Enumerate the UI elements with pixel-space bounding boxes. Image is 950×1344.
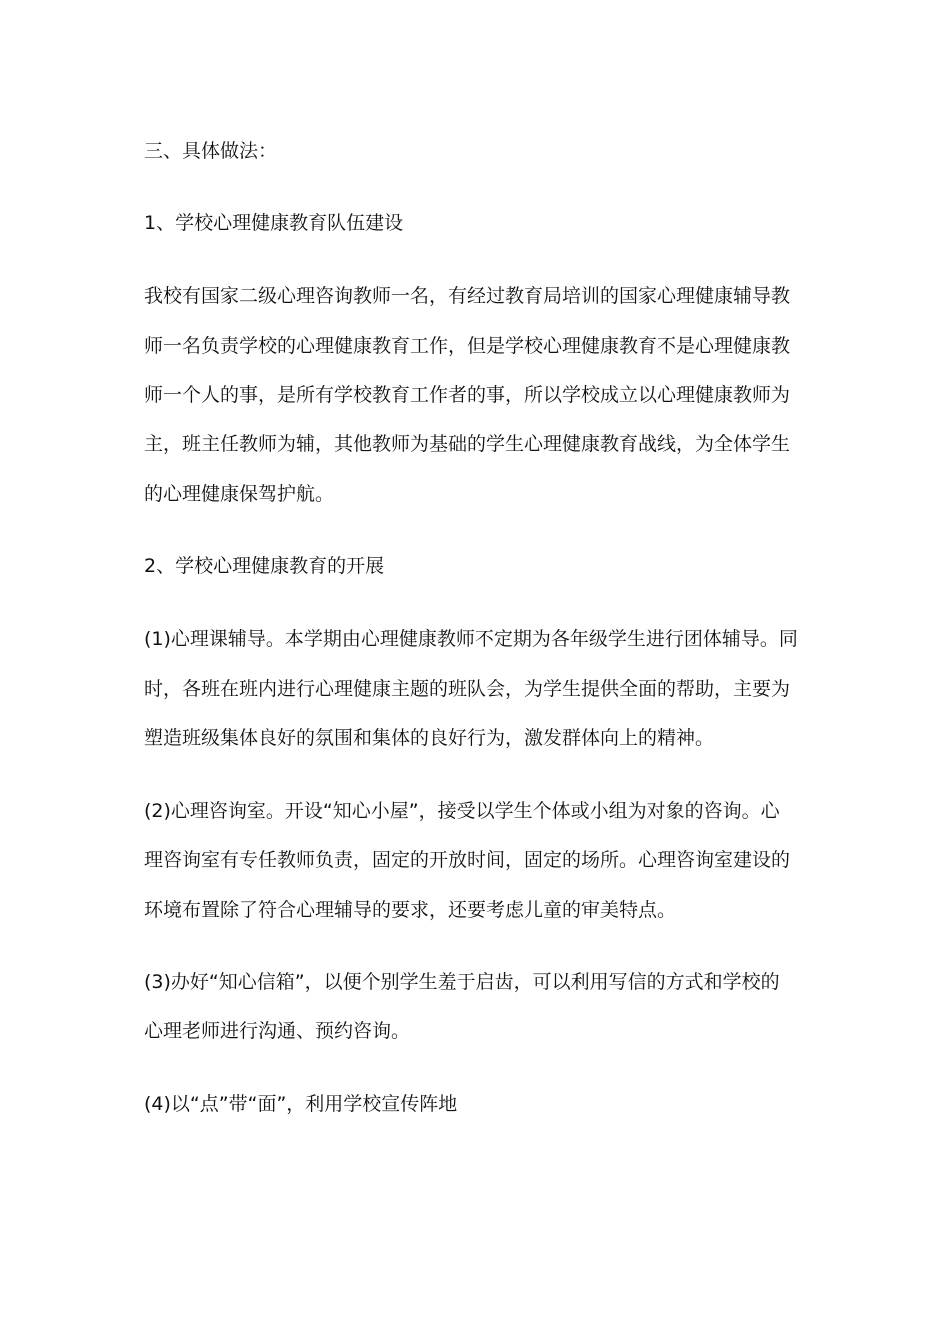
item2-line: 环境布置除了符合心理辅导的要求，还要考虑儿童的审美特点。 — [144, 899, 677, 921]
item2-line: 理咨询室有专任教师负责，固定的开放时间，固定的场所。心理咨询室建设的 — [144, 849, 791, 871]
paragraph-line: 主，班主任教师为辅，其他教师为基础的学生心理健康教育战线，为全体学生 — [144, 433, 791, 455]
item1-line: (1)心理课辅导。本学期由心理健康教师不定期为各年级学生进行团体辅导。同 — [144, 628, 798, 650]
item2-line: (2)心理咨询室。开设“知心小屋”，接受以学生个体或小组为对象的咨询。心 — [144, 800, 780, 822]
item3-line: (3)办好“知心信箱”，以便个别学生羞于启齿，可以利用写信的方式和学校的 — [144, 971, 780, 993]
item1-line: 塑造班级集体良好的氛围和集体的良好行为，激发群体向上的精神。 — [144, 727, 715, 749]
paragraph-line: 我校有国家二级心理咨询教师一名，有经过教育局培训的国家心理健康辅导教 — [144, 285, 791, 307]
section2-title: 2、学校心理健康教育的开展 — [144, 555, 385, 577]
paragraph-line: 的心理健康保驾护航。 — [144, 483, 335, 505]
item1-line: 时，各班在班内进行心理健康主题的班队会，为学生提供全面的帮助，主要为 — [144, 678, 791, 700]
paragraph-line: 师一个人的事，是所有学校教育工作者的事，所以学校成立以心理健康教师为 — [144, 384, 791, 406]
paragraph-line: 师一名负责学校的心理健康教育工作，但是学校心理健康教育不是心理健康教 — [144, 335, 791, 357]
item4-line: (4)以“点”带“面”，利用学校宣传阵地 — [144, 1093, 458, 1115]
section1-title: 1、学校心理健康教育队伍建设 — [144, 212, 404, 234]
section-heading: 三、具体做法： — [144, 140, 278, 162]
item3-line: 心理老师进行沟通、预约咨询。 — [144, 1020, 411, 1042]
